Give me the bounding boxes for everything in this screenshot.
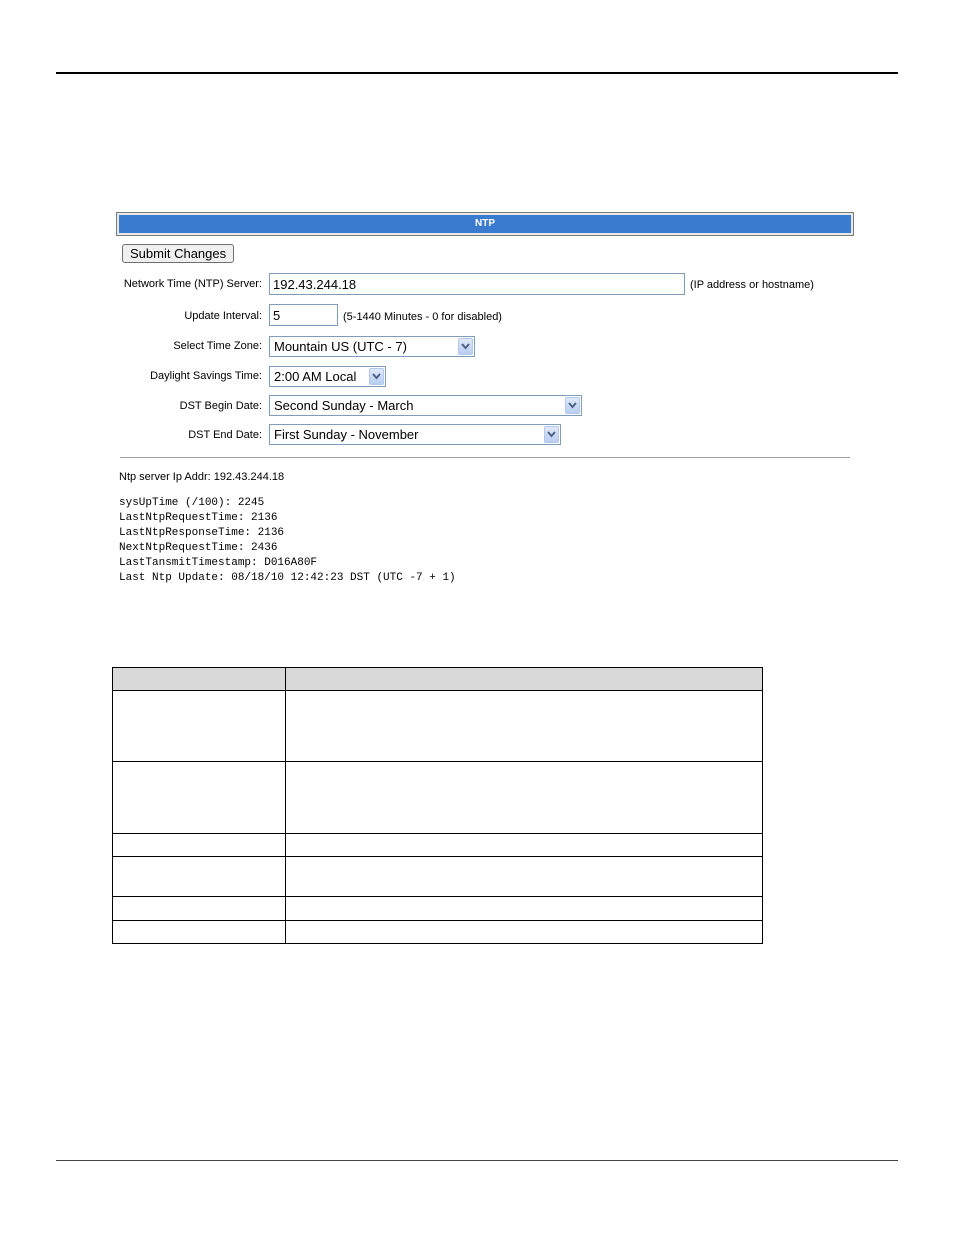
top-rule: [56, 72, 898, 74]
bottom-rule: [56, 1160, 898, 1161]
dst-begin-value: Second Sunday - March: [274, 398, 414, 413]
chevron-down-icon: [458, 338, 473, 355]
dst-end-value: First Sunday - November: [274, 427, 419, 442]
table-header-cell: [286, 668, 763, 691]
table-row: [113, 897, 763, 921]
ntp-panel: [116, 212, 854, 590]
panel-divider: [120, 457, 850, 458]
table-cell: [113, 691, 286, 762]
daylight-savings-select[interactable]: [269, 366, 386, 387]
time-zone-value: Mountain US (UTC - 7): [274, 339, 407, 354]
status-line: LastNtpResponseTime: 2136: [119, 527, 285, 539]
ntp-status-block: [119, 496, 456, 586]
ntp-title: NTP: [119, 215, 851, 233]
ntp-server-label: Network Time (NTP) Server:: [123, 278, 262, 290]
table-header-row: [113, 668, 763, 691]
table-row: [113, 762, 763, 834]
table-cell: [286, 857, 763, 897]
ntp-server-hint: (IP address or hostname): [690, 279, 814, 291]
table-header-cell: [113, 668, 286, 691]
table-cell: [286, 691, 763, 762]
status-line: NextNtpRequestTime: 2436: [119, 542, 278, 554]
table-cell: [113, 762, 286, 834]
table-cell: [286, 897, 763, 921]
time-zone-label: Select Time Zone:: [173, 340, 262, 352]
table-cell: [286, 762, 763, 834]
chevron-down-icon: [544, 426, 559, 443]
info-table: [112, 667, 763, 944]
update-interval-label: Update Interval:: [184, 310, 262, 322]
dst-end-select[interactable]: [269, 424, 561, 445]
status-line: Last Ntp Update: 08/18/10 12:42:23 DST (UTC -7 + 1): [119, 572, 456, 584]
update-interval-hint: (5-1440 Minutes - 0 for disabled): [343, 311, 502, 323]
table-cell: [113, 897, 286, 921]
dst-end-label: DST End Date:: [188, 429, 262, 441]
table-row: [113, 857, 763, 897]
table-row: [113, 921, 763, 944]
time-zone-select[interactable]: [269, 336, 475, 357]
chevron-down-icon: [565, 397, 580, 414]
ntp-header: [116, 212, 854, 236]
submit-changes-button[interactable]: Submit Changes: [122, 244, 234, 263]
status-line: LastNtpRequestTime: 2136: [119, 512, 278, 524]
table-cell: [113, 834, 286, 857]
status-line: LastTansmitTimestamp: D016A80F: [119, 557, 318, 569]
table-cell: [286, 834, 763, 857]
table-row: [113, 834, 763, 857]
table-row: [113, 691, 763, 762]
daylight-savings-label: Daylight Savings Time:: [150, 370, 262, 382]
dst-begin-label: DST Begin Date:: [179, 400, 262, 412]
dst-begin-select[interactable]: [269, 395, 582, 416]
table-cell: [286, 921, 763, 944]
daylight-savings-value: 2:00 AM Local: [274, 369, 357, 384]
update-interval-input[interactable]: [269, 304, 338, 326]
ntp-server-input[interactable]: [269, 273, 685, 295]
status-line: sysUpTime (/100): 2245: [119, 497, 265, 509]
table-cell: [113, 921, 286, 944]
chevron-down-icon: [369, 368, 384, 385]
ntp-server-ip-text: Ntp server Ip Addr: 192.43.244.18: [119, 471, 285, 483]
table-cell: [113, 857, 286, 897]
